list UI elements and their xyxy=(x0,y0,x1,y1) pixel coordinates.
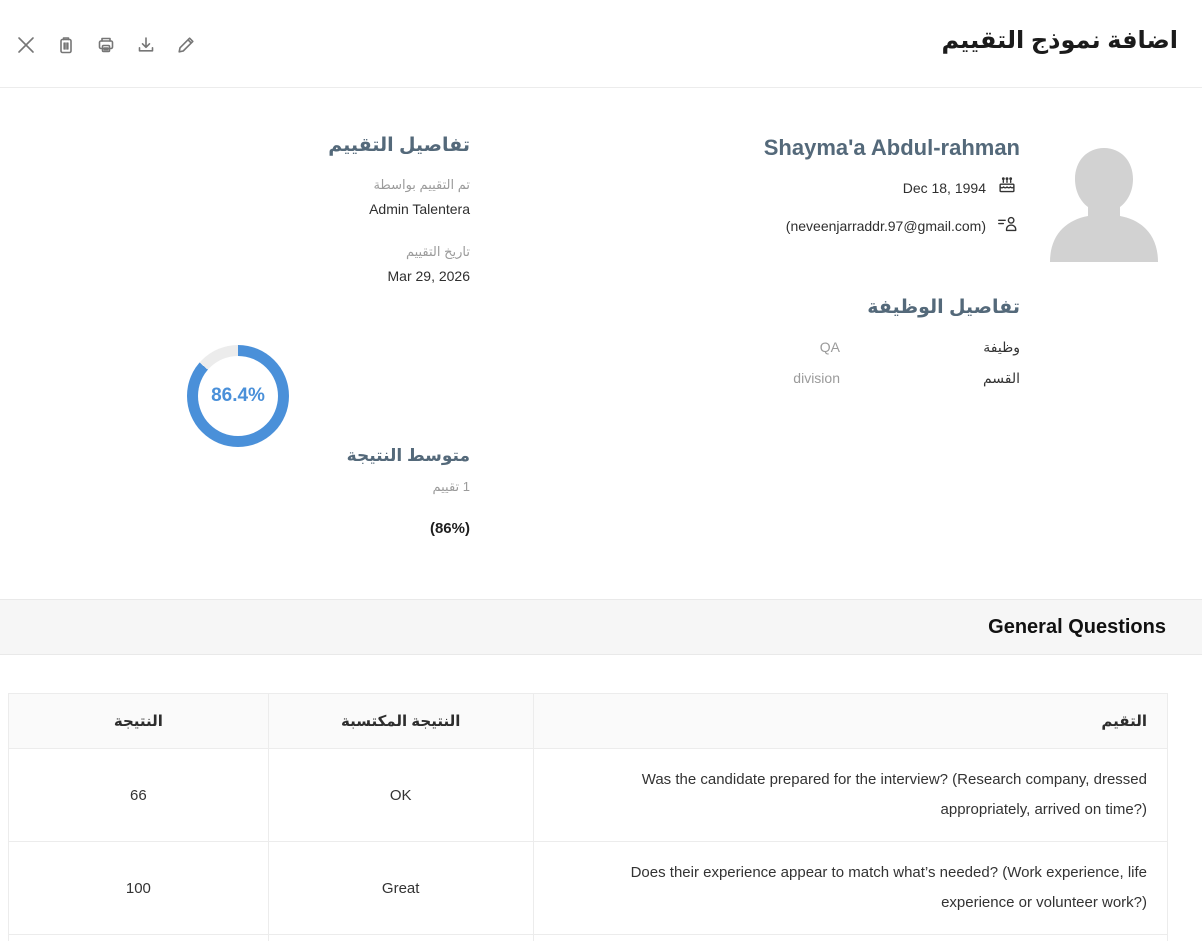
avatar xyxy=(1044,140,1164,262)
department-label: القسم xyxy=(982,370,1020,386)
department-value: division xyxy=(793,370,840,386)
candidate-email: (neveenjarraddr.97@gmail.com) xyxy=(785,217,986,234)
page-title: اضافة نموذج التقييم xyxy=(941,27,1178,54)
section-title: General Questions xyxy=(988,615,1166,638)
birth-date-row xyxy=(903,175,1018,200)
score-cell: 66 xyxy=(9,749,269,842)
earned-cell: OK xyxy=(268,749,533,842)
questions-table-header xyxy=(9,694,1168,749)
score-donut-value: 86.4% xyxy=(211,385,265,406)
print-icon[interactable] xyxy=(94,33,118,57)
evaluated-by-value: Admin Talentera xyxy=(369,201,470,217)
score-donut-hole xyxy=(198,356,278,436)
job-value: QA xyxy=(819,339,840,355)
evaluation-date-value: Mar 29, 2026 xyxy=(387,268,470,284)
column-header-earned: النتيجة المكتسبة xyxy=(268,694,533,749)
average-score-title: متوسط النتيجة xyxy=(346,446,470,465)
top-bar xyxy=(0,0,1202,88)
earned-cell: Great xyxy=(268,842,533,935)
toolbar xyxy=(14,33,198,57)
question-cell: Does their experience appear to match what’s needed? (Work experience, life experience or volunteer work?) xyxy=(533,842,1167,935)
job-details-title: تفاصيل الوظيفة xyxy=(867,297,1020,318)
email-row xyxy=(786,213,1018,238)
evaluation-details-title: تفاصيل التقييم xyxy=(328,135,470,156)
evaluation-count: 1 تقييم xyxy=(432,479,470,494)
download-icon[interactable] xyxy=(134,33,158,57)
column-header-question: التقيم xyxy=(533,694,1167,749)
general-questions-band xyxy=(0,599,1202,655)
job-label: وظيفة xyxy=(983,339,1020,355)
question-cell: Was the candidate prepared for the interview? (Research company, dressed appropriately, arrived on time?) xyxy=(533,749,1167,842)
score-cell xyxy=(9,935,269,941)
evaluated-by-label: تم التقييم بواسطة xyxy=(373,177,470,192)
table-row xyxy=(9,842,1168,935)
candidate-name: Shayma'a Abdul-rahman xyxy=(763,135,1020,160)
table-row-partial xyxy=(9,935,1168,941)
edit-icon[interactable] xyxy=(174,33,198,57)
average-percent: (86%) xyxy=(429,520,470,537)
evaluation-date-label: تاريخ التقييم xyxy=(405,244,470,259)
questions-table xyxy=(8,693,1168,941)
earned-cell xyxy=(268,935,533,941)
score-donut xyxy=(187,345,289,447)
contact-card-icon xyxy=(996,213,1018,238)
trash-icon[interactable] xyxy=(54,33,78,57)
column-header-score: النتيجة xyxy=(9,694,269,749)
birth-date: Dec 18, 1994 xyxy=(902,179,986,196)
score-cell: 100 xyxy=(9,842,269,935)
close-icon[interactable] xyxy=(14,33,38,57)
table-row xyxy=(9,749,1168,842)
question-cell xyxy=(533,935,1167,941)
birthday-cake-icon xyxy=(996,175,1018,200)
